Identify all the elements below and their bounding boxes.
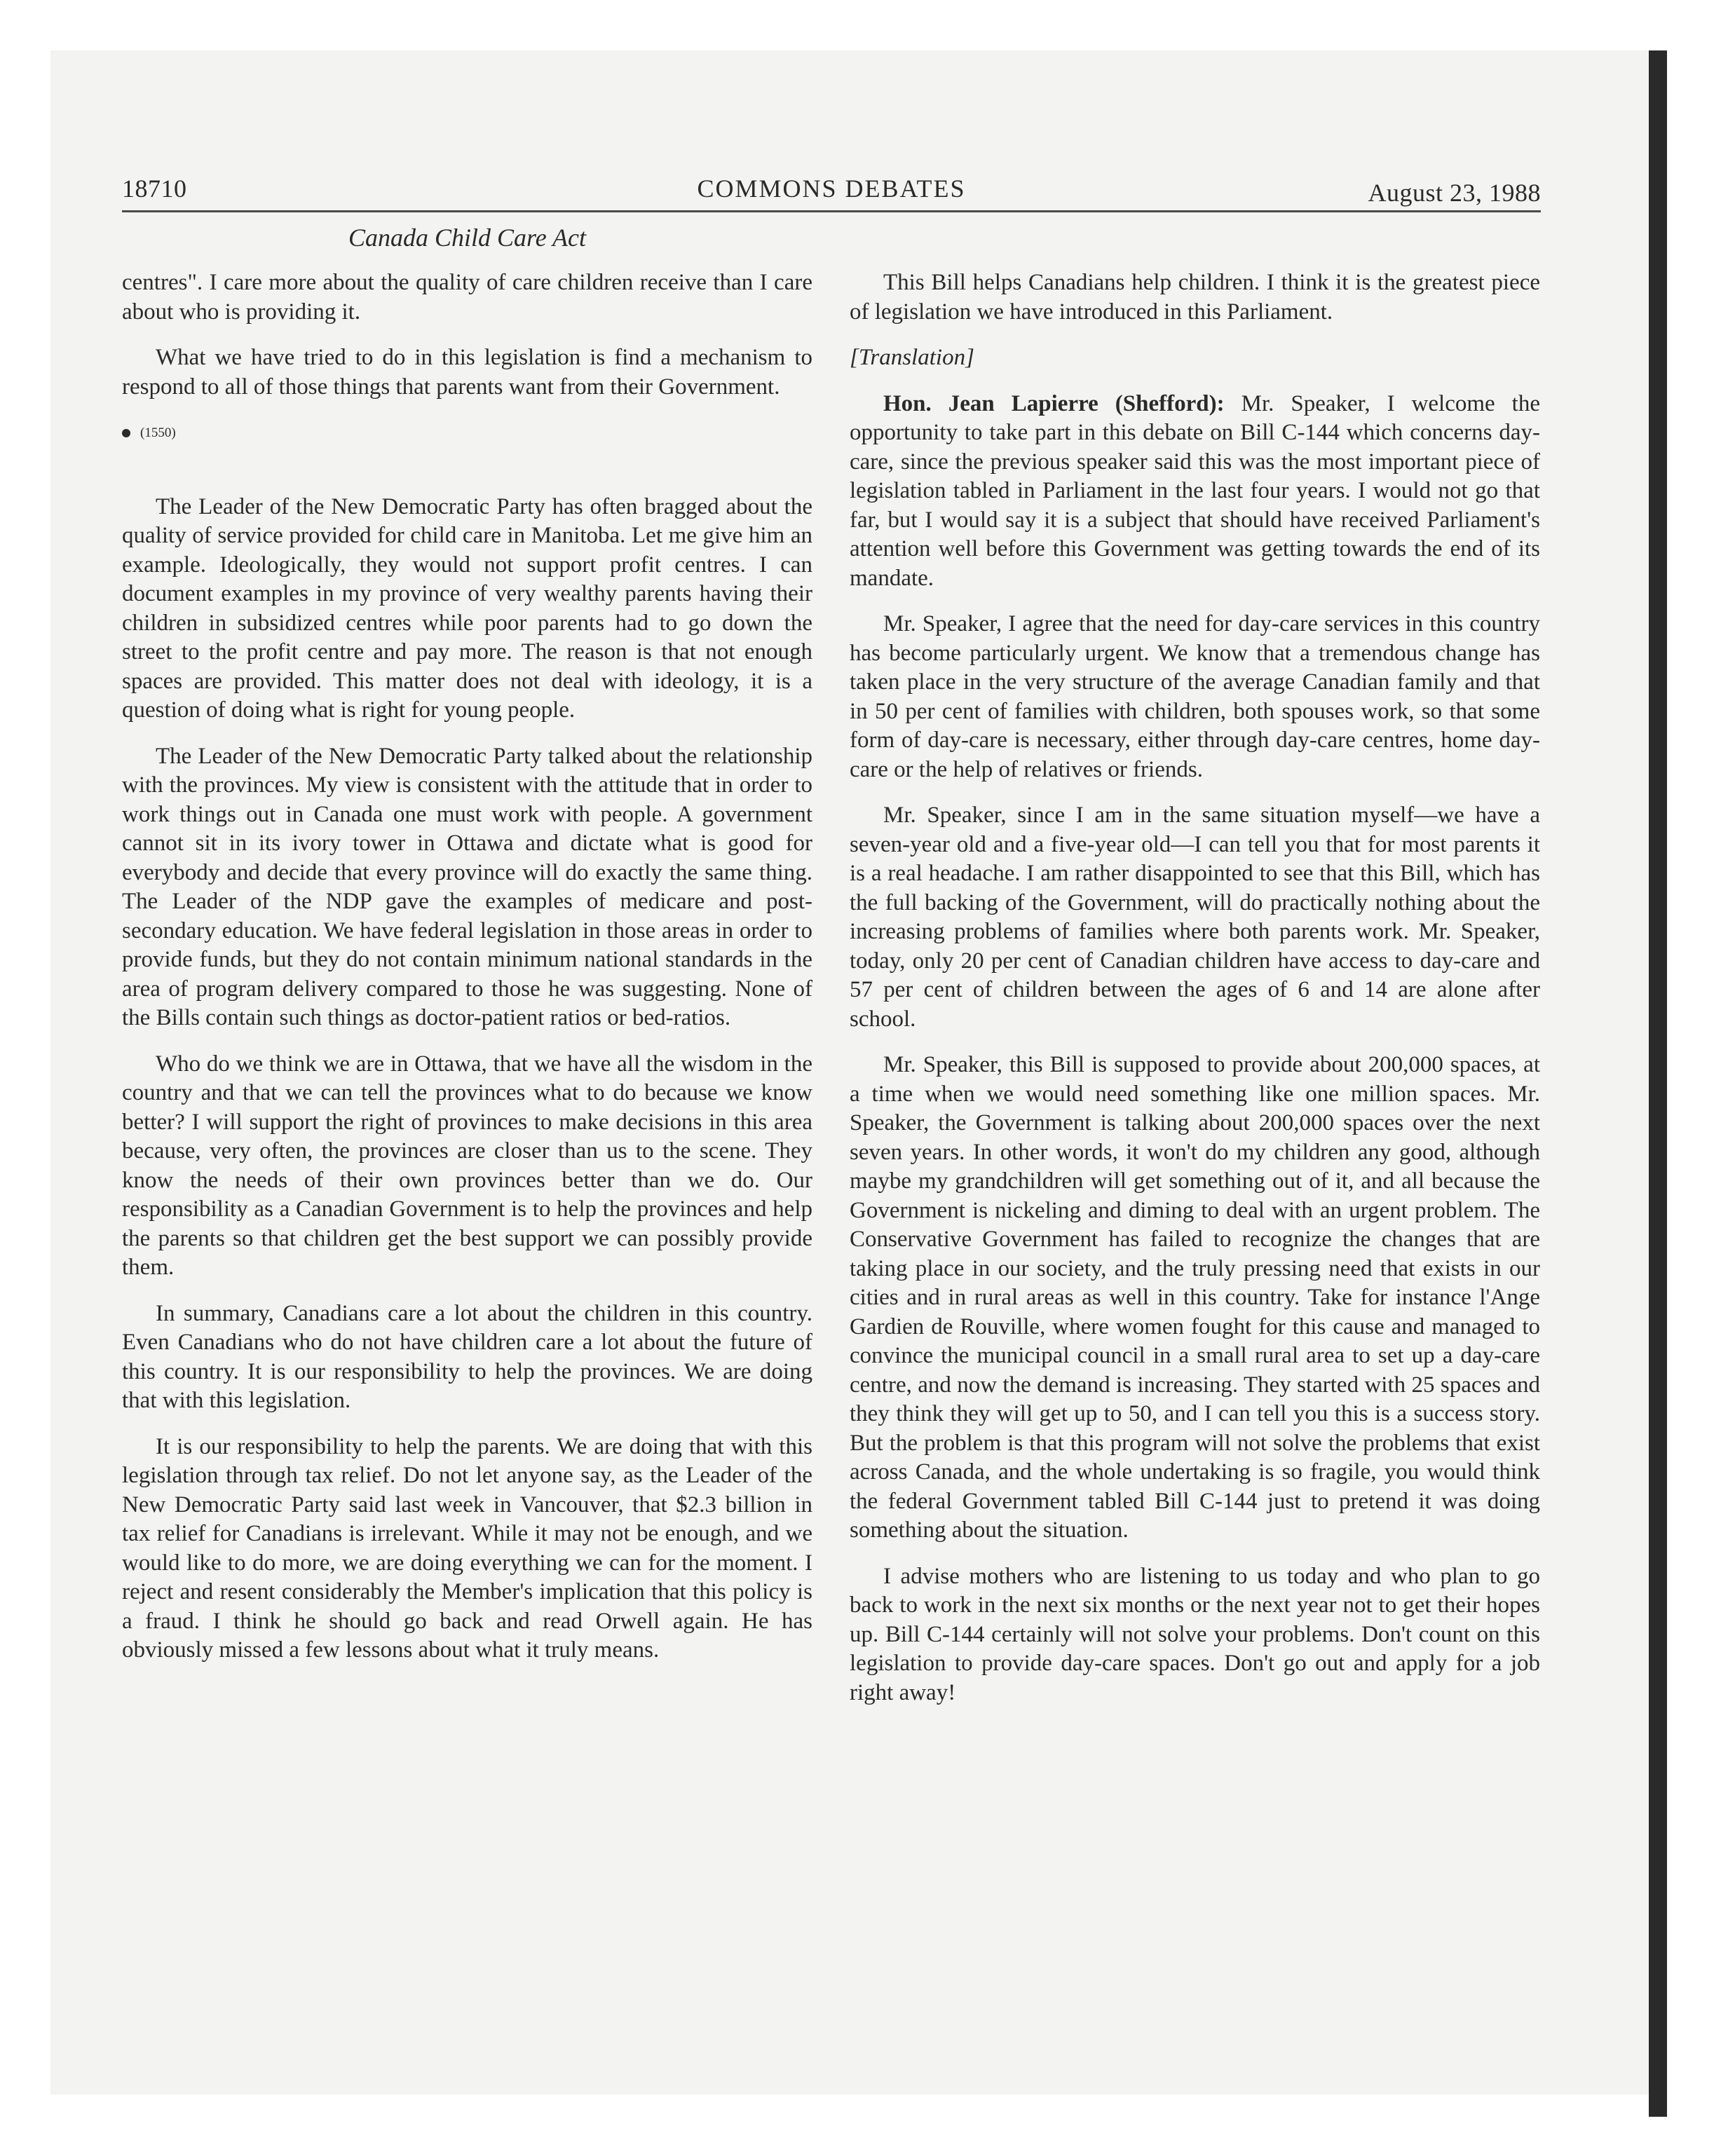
paragraph: Mr. Speaker, this Bill is supposed to provide about 200,000 spaces, at a time when we would need something like one million spaces. Mr. Speaker, the Government is talking about 200,000 spaces over the next seven years. In other words, it won't do my children any good, although maybe my grandchildren will get something out of it, and all because the Government is nickeling and diming to deal with an urgent problem. The Conservative Government has failed to recognize the changes that are taking place in our society, and the truly pressing need that exists in our cities and in rural areas as well in this country. Take for instance l'Ange Gardien de Rouville, where women fought for this cause and managed to convince the municipal council in a small rural area to set up a day-care centre, and now the demand is increasing. They started with 25 spaces and they think they will get up to 50, and I can tell you this is a success story. But the problem is that this program will not solve the problems that exist across Canada, and the whole undertaking is so fragile, you would think the federal Government tabled Bill C-144 just to pretend it was doing something about the situation. <box>850 1052 1540 1543</box>
right-column <box>850 268 1540 1724</box>
paragraph: What we have tried to do in this legislation is find a mechanism to respond to all of those things that parents want from their Government. <box>122 345 812 400</box>
paragraph: Who do we think we are in Ottawa, that we have all the wisdom in the country and that we can tell the provinces what to do because we know better? I will support the right of provinces to make decisions in this area because, very often, the provinces are closer than us to the scene. They know the needs of their own provinces better than we do. Our responsibility as a Canadian Government is to help the provinces and help the parents so that children get the best support we can possibly provide them. <box>122 1051 812 1280</box>
left-column <box>122 268 812 1682</box>
paragraph: The Leader of the New Democratic Party has often bragged about the quality of service provided for child care in Manitoba. Let me give him an example. Ideologically, they would not support profit centres. I can document examples in my province of very wealthy parents having their children in subsidized centres while poor parents had to go down the street to the profit centre and pay more. The reason is that not enough spaces are provided. This matter does not deal with ideology, it is a question of doing what is right for young people. <box>122 493 812 723</box>
time-marker-label: (1550) <box>140 425 176 440</box>
paragraph: It is our responsibility to help the parents. We are doing that with this legislation through tax relief. Do not let anyone say, as the Leader of the New Democratic Party said last week in Vancouver, that $2.3 billion in tax relief for Canadians is irrelevant. While it may not be enough, and we would like to do more, we are doing everything we can for the moment. I reject and resent considerably the Member's implication that this policy is a fraud. I think he should go back and read Orwell again. He has obviously missed a few lessons about what it truly means. <box>122 1433 812 1663</box>
running-title: Canada Child Care Act <box>348 224 586 252</box>
paragraph: In summary, Canadians care a lot about the children in this country. Even Canadians who do not have children care a lot about the future of this country. It is our responsibility to help the provinces. We are doing that with this legislation. <box>122 1300 812 1413</box>
translation-label: [Translation] <box>850 345 974 370</box>
speech-text: Mr. Speaker, I welcome the opportunity to take part in this debate on Bill C-144 which concerns day-care, since the previous speaker said this was the most important piece of legislation tabled in Parliament in the last four years. I would not go that far, but I would say it is a subject that should have received Parliament's attention well before this Government was getting towards the end of its mandate. <box>850 390 1540 591</box>
publication-date: August 23, 1988 <box>1368 179 1541 207</box>
paragraph: centres". I care more about the quality of care children receive than I care about who is providing it. <box>122 270 812 325</box>
time-marker <box>122 418 812 448</box>
page-number: 18710 <box>122 175 187 203</box>
paragraph: I advise mothers who are listening to us today and who plan to go back to work in the next six months or the next year not to get their hopes up. Bill C-144 certainly will not solve your problems. Don't count on this legislation to provide day-care spaces. Don't go out and apply for a job right away! <box>850 1563 1540 1705</box>
speech-paragraph <box>850 390 1540 594</box>
speaker-name: Hon. Jean Lapierre (Shefford): <box>883 390 1225 416</box>
paragraph: The Leader of the New Democratic Party talked about the relationship with the provinces. My view is consistent with the attitude that in order to work things out in Canada one must work with people. A government cannot sit in its ivory tower in Ottawa and dictate what is good for everybody and decide that every province will do exactly the same thing. The Leader of the NDP gave the examples of medicare and post-secondary education. We have federal legislation in those areas in order to provide funds, but they do not contain minimum national standards in the area of program delivery compared to those he was suggesting. None of the Bills contain such things as doctor-patient ratios or bed-ratios. <box>122 743 812 1030</box>
journal-title: COMMONS DEBATES <box>697 175 966 203</box>
paragraph: Mr. Speaker, I agree that the need for day-care services in this country has become particularly urgent. We know that a tremendous change has taken place in the very structure of the average Canadian family and that in 50 per cent of families with children, both spouses work, so that some form of day-care is necessary, either through day-care centres, home day-care or the help of relatives or friends. <box>850 611 1540 782</box>
binding-strip <box>1649 50 1667 2117</box>
page-header <box>122 171 1541 212</box>
paragraph: Mr. Speaker, since I am in the same situation myself—we have a seven-year old and a five-year old—I can tell you that for most parents it is a real headache. I am rather disappointed to see that this Bill, which has the full backing of the Government, will do practically nothing about the increasing problems of families where both parents work. Mr. Speaker, today, only 20 per cent of Canadian children have access to day-care and 57 per cent of children between the ages of 6 and 14 are alone after school. <box>850 803 1540 1032</box>
bullet-icon <box>122 429 130 437</box>
paragraph: This Bill helps Canadians help children. I think it is the greatest piece of legislation we have introduced in this Parliament. <box>850 270 1540 325</box>
